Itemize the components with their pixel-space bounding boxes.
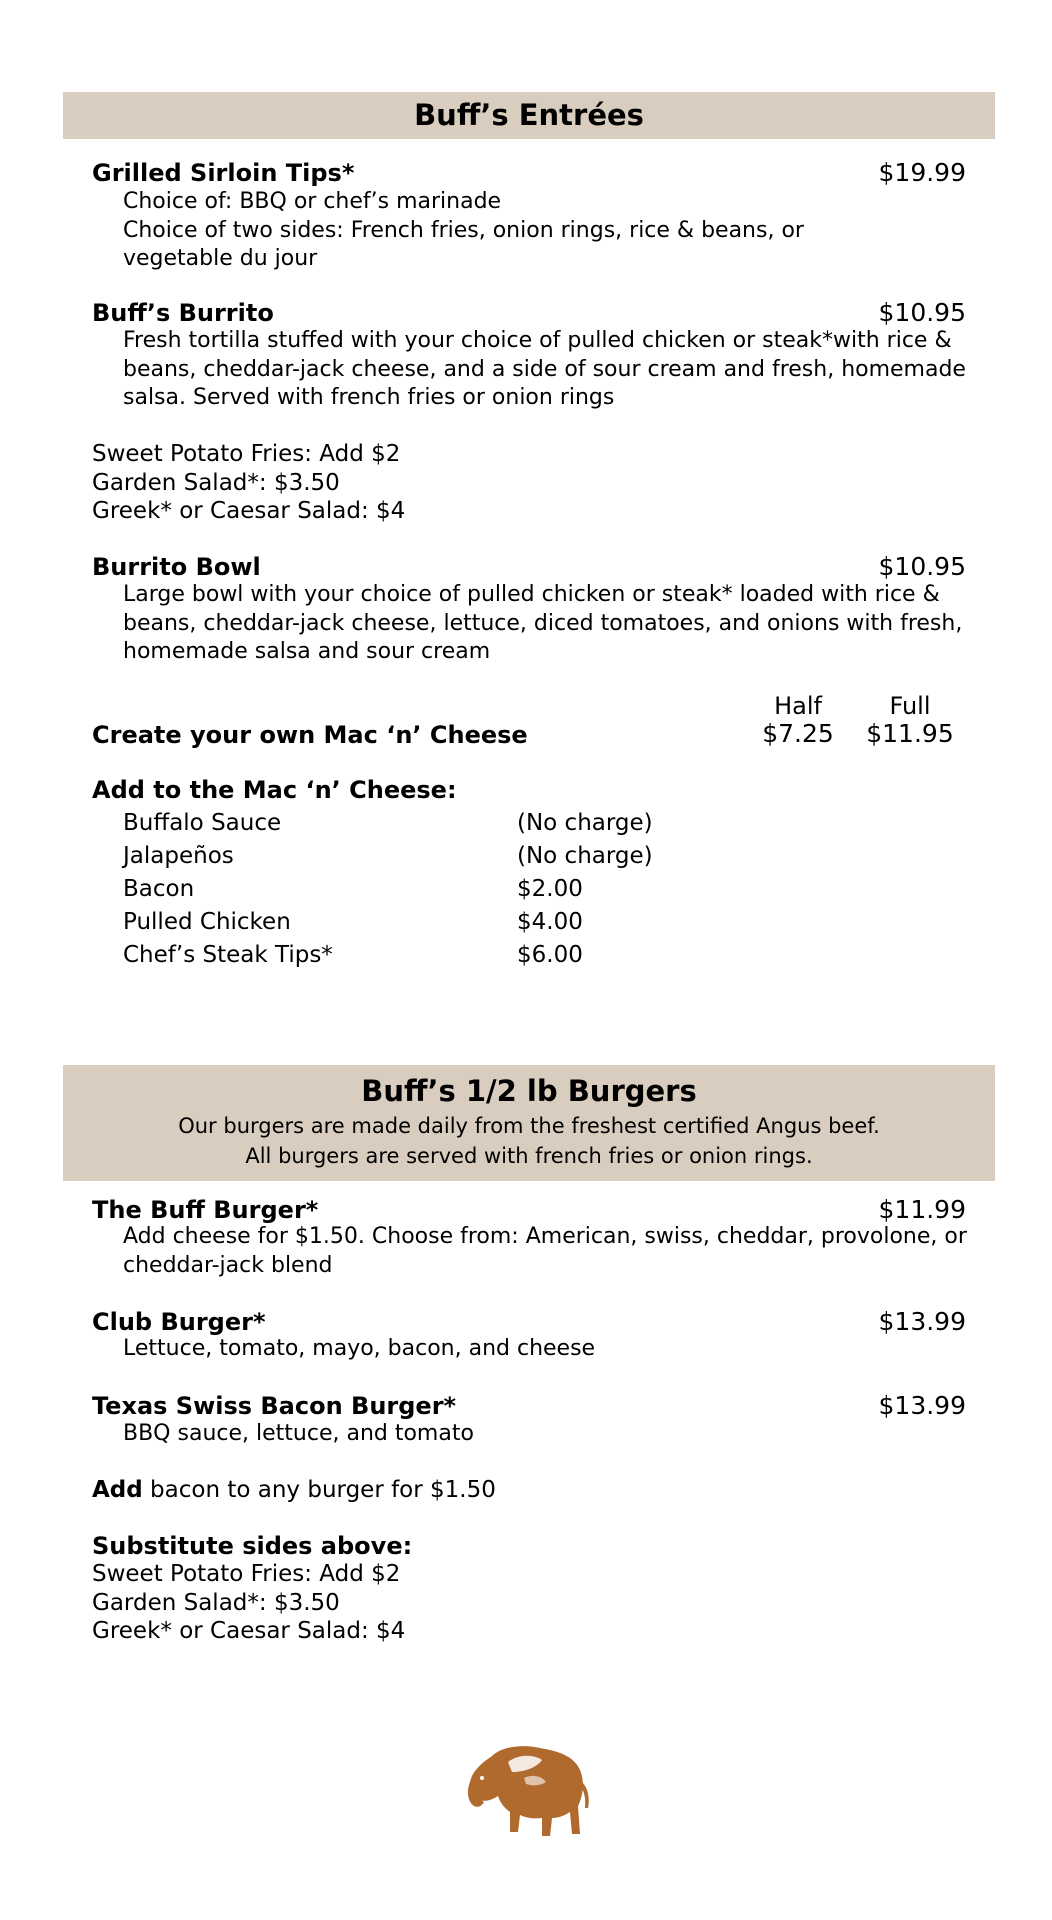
item-name: The Buff Burger* (92, 1196, 319, 1224)
sides-list (92, 1560, 952, 1646)
add-text: bacon to any burger for $1.50 (142, 1477, 496, 1503)
half-price: $7.25 (762, 719, 834, 748)
item-price: $19.99 (878, 158, 966, 187)
half-label: Half (774, 692, 822, 720)
full-price: $11.95 (866, 719, 954, 748)
menu-item-burrito-bowl (92, 552, 966, 581)
addon-row (123, 939, 743, 972)
addons-list (123, 807, 743, 972)
addon-price: (No charge) (517, 843, 653, 869)
addon-name: Chef’s Steak Tips* (123, 942, 333, 968)
item-name: Burrito Bowl (92, 553, 261, 581)
item-name: Grilled Sirloin Tips* (92, 159, 355, 187)
desc-line: Choice of two sides: French fries, onion rings, rice & beans, or vegetable du jour (123, 217, 804, 271)
side-option: Garden Salad*: $3.50 (92, 469, 340, 496)
item-description: Fresh tortilla stuffed with your choice of pulled chicken or steak*with rice & beans, cheddar-jack cheese, and a side of sour cream and fresh, homemade salsa. Served with french fries or onion rings (123, 328, 966, 410)
addon-name: Buffalo Sauce (123, 810, 282, 836)
addon-price: (No charge) (517, 810, 653, 836)
item-price: $11.99 (878, 1195, 966, 1224)
addons-title: Add to the Mac ‘n’ Cheese: (92, 776, 457, 804)
item-name: Club Burger* (92, 1308, 266, 1336)
burgers-title: Buff’s 1/2 lb Burgers (361, 1074, 697, 1108)
item-price: $13.99 (878, 1391, 966, 1420)
item-description: BBQ sauce, lettuce, and tomato (123, 1421, 474, 1446)
substitute-title: Substitute sides above: (92, 1532, 413, 1560)
sides-list (92, 440, 952, 526)
addon-name: Jalapeños (123, 843, 234, 869)
item-price: $10.95 (878, 552, 966, 581)
burgers-subtitle: All burgers are served with french fries or onion rings. (245, 1144, 813, 1168)
add-label: Add (92, 1477, 143, 1503)
bison-icon (462, 1742, 594, 1842)
item-description (123, 188, 968, 274)
menu-item-texas-burger (92, 1391, 966, 1420)
full-label: Full (889, 692, 931, 720)
item-description: Large bowl with your choice of pulled chicken or steak* loaded with rice & beans, cheddar-jack cheese, lettuce, diced tomatoes, and onions with fresh, homemade salsa and sour cream (123, 582, 963, 664)
menu-item-burrito (92, 298, 966, 327)
addon-row (123, 906, 743, 939)
addon-row (123, 807, 743, 840)
addon-price: $4.00 (517, 909, 583, 935)
add-bacon-note (92, 1476, 952, 1505)
mac-item-name: Create your own Mac ‘n’ Cheese (92, 721, 528, 749)
item-price: $10.95 (878, 298, 966, 327)
entrees-title: Buff’s Entrées (414, 98, 644, 132)
item-description: Add cheese for $1.50. Choose from: American, swiss, cheddar, provolone, or cheddar-jack blend (123, 1224, 967, 1278)
addon-price: $2.00 (517, 876, 583, 902)
addon-price: $6.00 (517, 942, 583, 968)
item-description: Lettuce, tomato, mayo, bacon, and cheese (123, 1336, 596, 1361)
burgers-subtitle: Our burgers are made daily from the freshest certified Angus beef. (178, 1114, 880, 1138)
side-option: Greek* or Caesar Salad: $4 (92, 498, 406, 524)
addon-name: Bacon (123, 876, 195, 902)
side-option: Garden Salad*: $3.50 (92, 1589, 340, 1616)
side-option: Sweet Potato Fries: Add $2 (92, 1561, 401, 1587)
item-name: Texas Swiss Bacon Burger* (92, 1392, 457, 1420)
menu-item-buff-burger (92, 1195, 966, 1224)
burgers-banner (63, 1065, 995, 1181)
desc-line: Choice of: BBQ or chef’s marinade (123, 189, 502, 214)
addon-row (123, 873, 743, 906)
addon-row (123, 840, 743, 873)
side-option: Greek* or Caesar Salad: $4 (92, 1618, 406, 1644)
menu-item-club-burger (92, 1307, 966, 1336)
addon-name: Pulled Chicken (123, 909, 291, 935)
item-price: $13.99 (878, 1307, 966, 1336)
item-name: Buff’s Burrito (92, 299, 274, 327)
menu-item-grilled-sirloin (92, 158, 966, 187)
entrees-banner (63, 92, 995, 139)
side-option: Sweet Potato Fries: Add $2 (92, 441, 401, 467)
